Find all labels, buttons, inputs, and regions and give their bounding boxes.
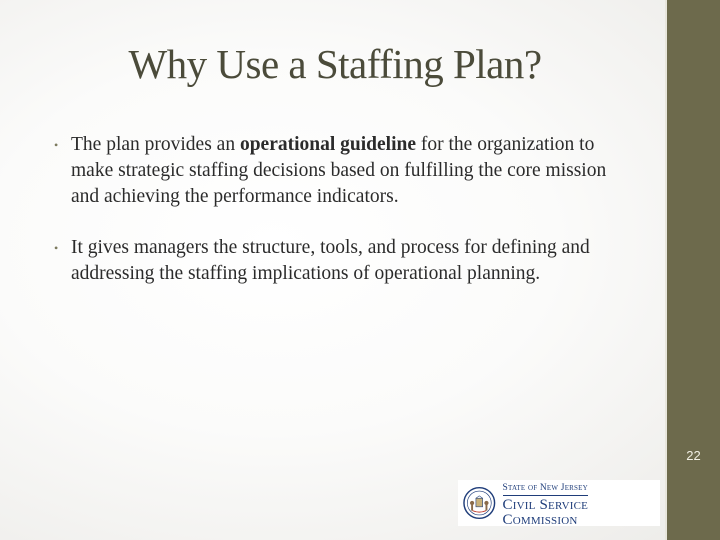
bullet-dot-icon: • [54, 241, 59, 255]
civil-service-logo [458, 480, 660, 529]
bullet-text: The plan provides an [71, 134, 240, 155]
page-number: 22 [686, 448, 701, 463]
state-seal-icon [463, 486, 496, 520]
logo-text [503, 478, 660, 529]
bullet-list [52, 132, 622, 312]
bullet-emphasis: operational guideline [239, 134, 417, 155]
bullet-item [52, 235, 622, 287]
slide-title: Why Use a Staffing Plan? [128, 41, 542, 87]
bullet-text: for the organization to make strategic staffing decisions based on fulfilling the core mission and achieving the performance indicators. [71, 134, 607, 207]
bullet-item [52, 132, 622, 210]
logo-agency-name: Civil Service Commission [502, 497, 589, 529]
bullet-text: It gives managers the structure, tools, and process for defining and addressing the staffing implications of operational planning. [71, 237, 590, 284]
logo-state-name: State of New Jersey [503, 484, 588, 497]
bullet-dot-icon: • [54, 138, 59, 152]
